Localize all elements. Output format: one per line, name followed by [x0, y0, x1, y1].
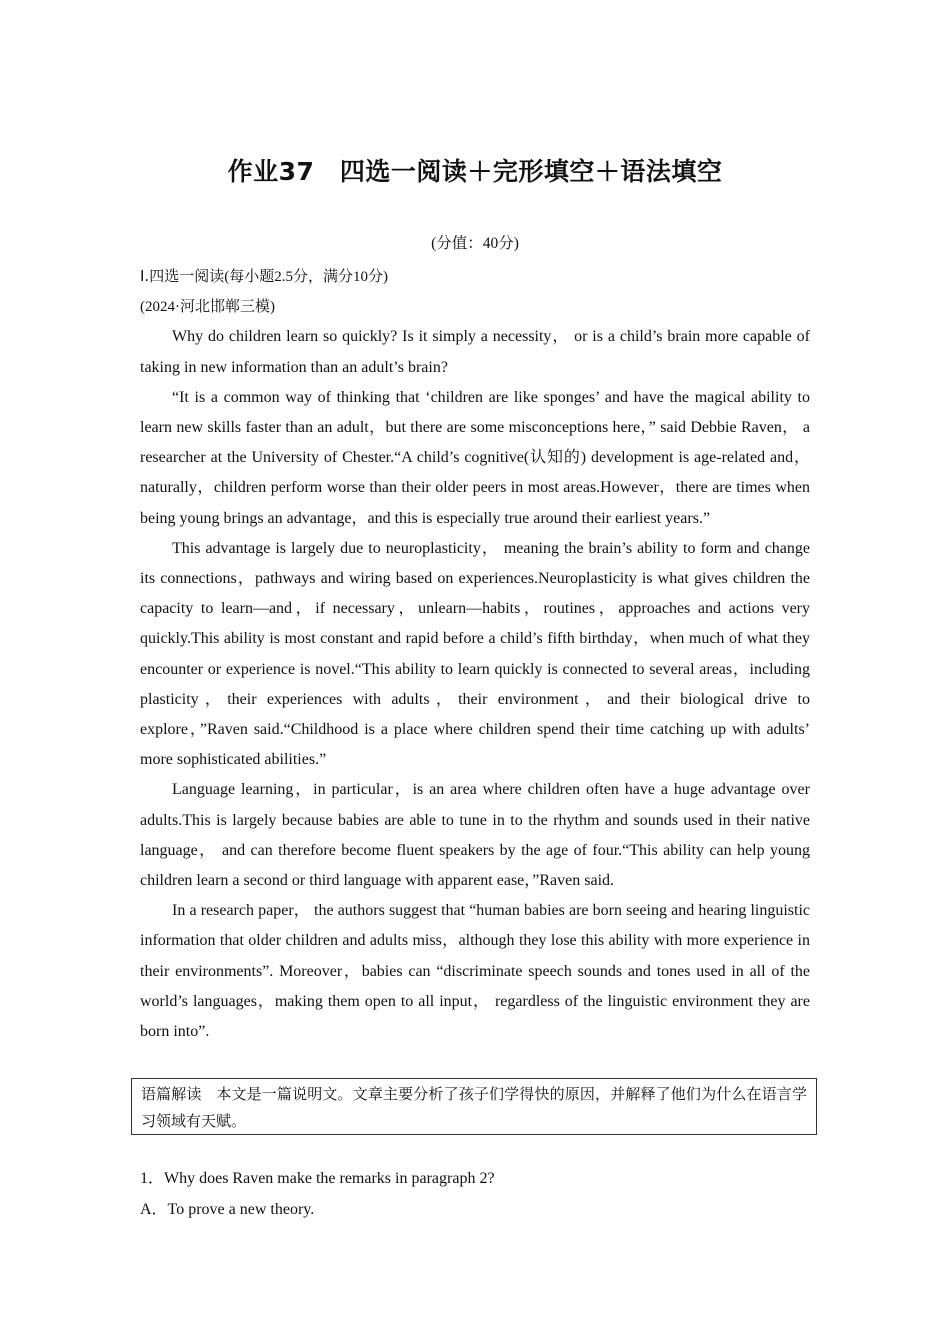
reading-section — [140, 261, 810, 1047]
passage-paragraph-1: Why do children learn so quickly? Is it simply a necessity， or is a child’s brain more capable of taking in new information than an adult’s brain? — [140, 328, 810, 376]
passage-paragraph-4: Language learning，in particular，is an area where children often have a huge advantage over adults.This is largely because babies are able to tune in to the rhythm and sounds used in their native language， and can therefore become fluent speakers by the age of four.“This ability can help young children learn a second or third language with apparent ease，”Raven said. — [140, 781, 810, 890]
summary-label: 语篇解读 — [141, 1085, 202, 1103]
passage-paragraph-3: This advantage is largely due to neuroplasticity， meaning the brain’s ability to form and change its connections，pathways and wiring based on experiences.Neuroplasticity is what gives children the capacity to learn—and，if necessary，unlearn—habits，routines，approaches and actions very quickly.This ability is most constant and rapid before a child’s fifth birthday，when much of what they encounter or experience is novel.“This ability to learn quickly is connected to several areas，including plasticity，their experiences with adults，their environment，and their biological drive to explore，”Raven said.“Childhood is a place where children spend their time catching up with adults’ more sophisticated abilities.” — [140, 539, 810, 769]
summary-text: 本文是一篇说明文。文章主要分析了孩子们学得快的原因，并解释了他们为什么在语言学习领域有天赋。 — [141, 1087, 807, 1130]
section-title: Ⅰ.四选一阅读 — [140, 267, 225, 285]
section-heading — [140, 261, 810, 292]
passage-summary-box — [131, 1078, 817, 1135]
page-title: 作业37 四选一阅读＋完形填空＋语法填空 — [227, 157, 723, 186]
question-option-a[interactable]: A．To prove a new theory. — [140, 1200, 315, 1218]
question-stem: 1．Why does Raven make the remarks in paragraph 2? — [140, 1170, 495, 1187]
question-1 — [140, 1164, 810, 1225]
passage-source: (2024·河北邯郸三模) — [140, 299, 275, 316]
passage-paragraph-2: “It is a common way of thinking that ‘children are like sponges’ and have the magical ability to learn new skills faster than an adult，but there are some misconceptions here，” said Debbie Raven， a researcher at the University of Chester.“A child’s cognitive(认知的) development is age-related and，naturally，children perform worse than their older peers in most areas.However，there are times when being young brings an advantage，and this is especially true around their earliest years.” — [140, 388, 810, 527]
section-scoring: (每小题2.5分，满分10分) — [224, 269, 388, 285]
passage-paragraph-5: In a research paper， the authors suggest that “human babies are born seeing and hearing linguistic information that older children and adults miss，although they lose this ability with more experience in their environments”. Moreover，babies can “discriminate speech sounds and tones used in all of the world’s languages，making them open to all input， regardless of the linguistic environment they are born into”. — [140, 902, 811, 1041]
score-note: (分值：40分) — [431, 235, 519, 252]
